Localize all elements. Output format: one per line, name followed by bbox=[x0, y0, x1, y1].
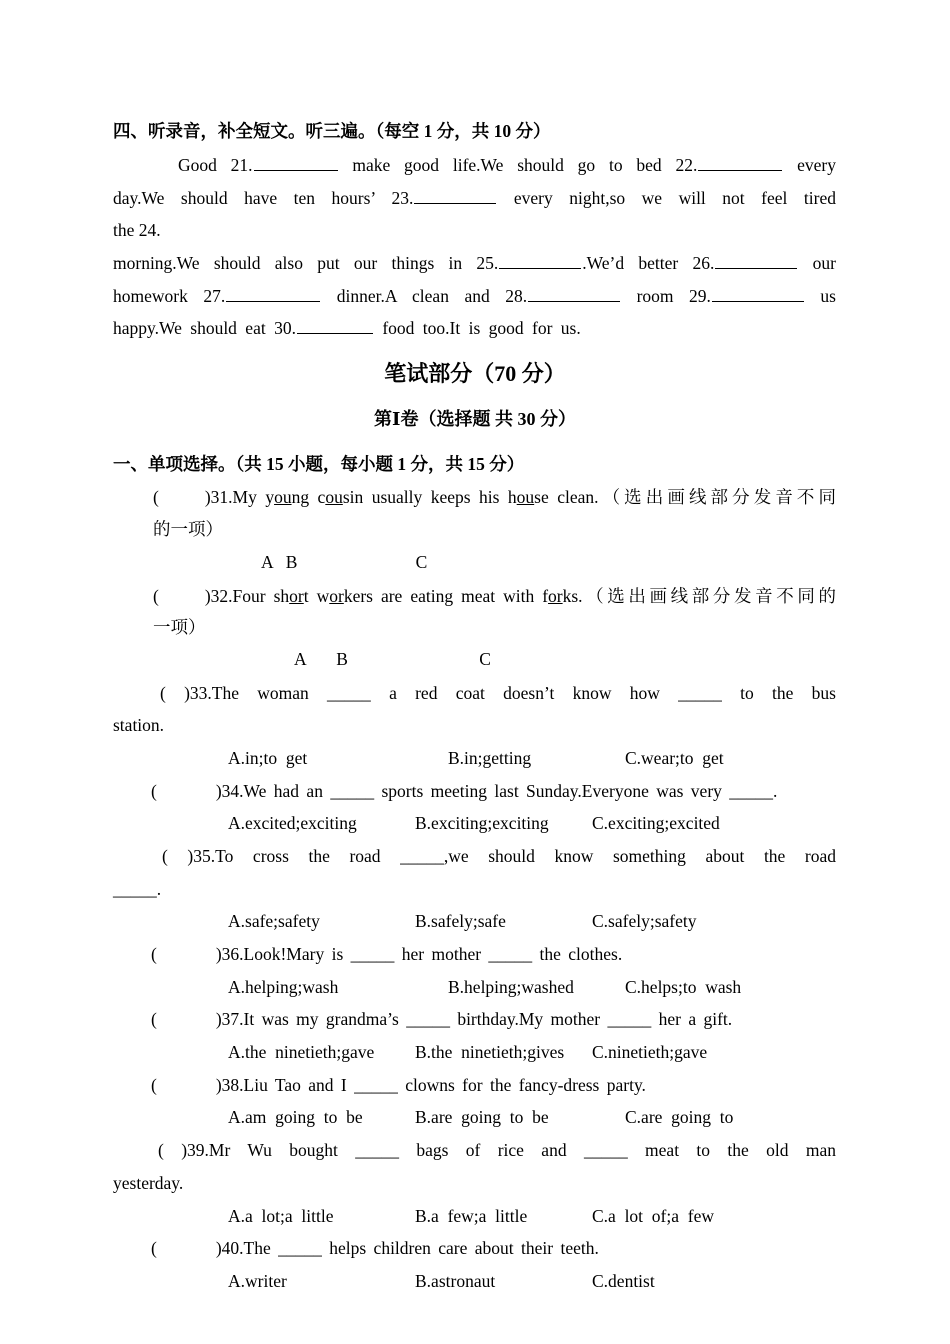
section-heading-listening: 四、听录音，补全短文。听三遍。（每空 1 分，共 10 分） bbox=[113, 121, 551, 141]
option-40-a[interactable]: A.writer bbox=[228, 1271, 287, 1291]
question-33: ( )33.The woman _____ a red coat doesn’t know how _____ to the bus bbox=[160, 683, 836, 703]
blank-22[interactable] bbox=[698, 154, 782, 171]
option-40-b[interactable]: B.astronaut bbox=[415, 1271, 496, 1291]
option-33-c[interactable]: C.wear;to get bbox=[625, 748, 724, 768]
question-33-cont: station. bbox=[113, 715, 165, 735]
question-31-cont: 的一项） bbox=[153, 519, 223, 539]
option-37-a[interactable]: A.the ninetieth;gave bbox=[228, 1042, 375, 1062]
question-32-cont: 一项） bbox=[153, 617, 206, 637]
option-39-a[interactable]: A.a lot;a little bbox=[228, 1206, 334, 1226]
option-34-c[interactable]: C.exciting;excited bbox=[592, 813, 720, 833]
question-40: ( )40.The _____ helps children care about their teeth. bbox=[151, 1238, 599, 1258]
option-35-c[interactable]: C.safely;safety bbox=[592, 911, 697, 931]
option-38-b[interactable]: B.are going to be bbox=[415, 1107, 549, 1127]
passage-line-6: happy.We should eat 30. food too.It is good for us. bbox=[113, 318, 581, 338]
question-31: ( )31.My young cousin usually keeps his house clean.（选出画线部分发音不同 bbox=[153, 487, 836, 507]
question-32: ( )32.Four short workers are eating meat with forks.（选出画线部分发音不同的 bbox=[153, 586, 837, 606]
option-34-b[interactable]: B.exciting;exciting bbox=[415, 813, 549, 833]
blank-28[interactable] bbox=[528, 285, 620, 302]
option-37-b[interactable]: B.the ninetieth;gives bbox=[415, 1042, 565, 1062]
option-33-b[interactable]: B.in;getting bbox=[448, 748, 532, 768]
question-35-cont: _____. bbox=[113, 879, 162, 899]
blank-26[interactable] bbox=[715, 252, 797, 269]
option-38-a[interactable]: A.am going to be bbox=[228, 1107, 363, 1127]
option-35-a[interactable]: A.safe;safety bbox=[228, 911, 320, 931]
question-32-option-labels: A B C bbox=[294, 649, 491, 669]
passage-line-3: the 24. bbox=[113, 220, 161, 240]
option-36-c[interactable]: C.helps;to wash bbox=[625, 977, 742, 997]
question-35: ( )35.To cross the road _____,we should know something about the road bbox=[162, 846, 836, 866]
blank-29[interactable] bbox=[712, 285, 804, 302]
question-36: ( )36.Look!Mary is _____ her mother _____ the clothes. bbox=[151, 944, 623, 964]
option-35-b[interactable]: B.safely;safe bbox=[415, 911, 506, 931]
written-part-title: 笔试部分（70 分） bbox=[384, 361, 566, 386]
blank-27[interactable] bbox=[226, 285, 320, 302]
option-33-a[interactable]: A.in;to get bbox=[228, 748, 308, 768]
section-heading-single-choice: 一、单项选择。（共 15 小题，每小题 1 分，共 15 分） bbox=[113, 454, 525, 474]
option-37-c[interactable]: C.ninetieth;gave bbox=[592, 1042, 708, 1062]
option-36-b[interactable]: B.helping;washed bbox=[448, 977, 574, 997]
passage-line-1: Good 21. make good life.We should go to bed 22. every bbox=[178, 155, 836, 175]
question-38: ( )38.Liu Tao and I _____ clowns for the fancy-dress party. bbox=[151, 1075, 646, 1095]
question-37: ( )37.It was my grandma’s _____ birthday.My mother _____ her a gift. bbox=[151, 1009, 733, 1029]
option-40-c[interactable]: C.dentist bbox=[592, 1271, 655, 1291]
option-39-b[interactable]: B.a few;a little bbox=[415, 1206, 528, 1226]
option-39-c[interactable]: C.a lot of;a few bbox=[592, 1206, 714, 1226]
option-38-c[interactable]: C.are going to bbox=[625, 1107, 734, 1127]
volume-title: 第Ⅰ卷（选择题 共 30 分） bbox=[374, 409, 576, 429]
option-34-a[interactable]: A.excited;exciting bbox=[228, 813, 357, 833]
blank-21[interactable] bbox=[254, 154, 338, 171]
blank-23[interactable] bbox=[414, 187, 496, 204]
passage-line-4: morning.We should also put our things in 25. .We’d better 26. our bbox=[113, 253, 836, 273]
question-34: ( )34.We had an _____ sports meeting last Sunday.Everyone was very _____. bbox=[151, 781, 778, 801]
question-39-cont: yesterday. bbox=[113, 1173, 184, 1193]
question-31-option-labels: A B C bbox=[261, 552, 428, 572]
question-39: ( )39.Mr Wu bought _____ bags of rice and _____ meat to the old man bbox=[158, 1140, 836, 1160]
blank-25[interactable] bbox=[499, 252, 581, 269]
passage-line-2: day.We should have ten hours’ 23. every night,so we will not feel tired bbox=[113, 188, 836, 208]
blank-30[interactable] bbox=[297, 317, 373, 334]
option-36-a[interactable]: A.helping;wash bbox=[228, 977, 339, 997]
passage-line-5: homework 27. dinner.A clean and 28. room 29. us bbox=[113, 286, 836, 306]
